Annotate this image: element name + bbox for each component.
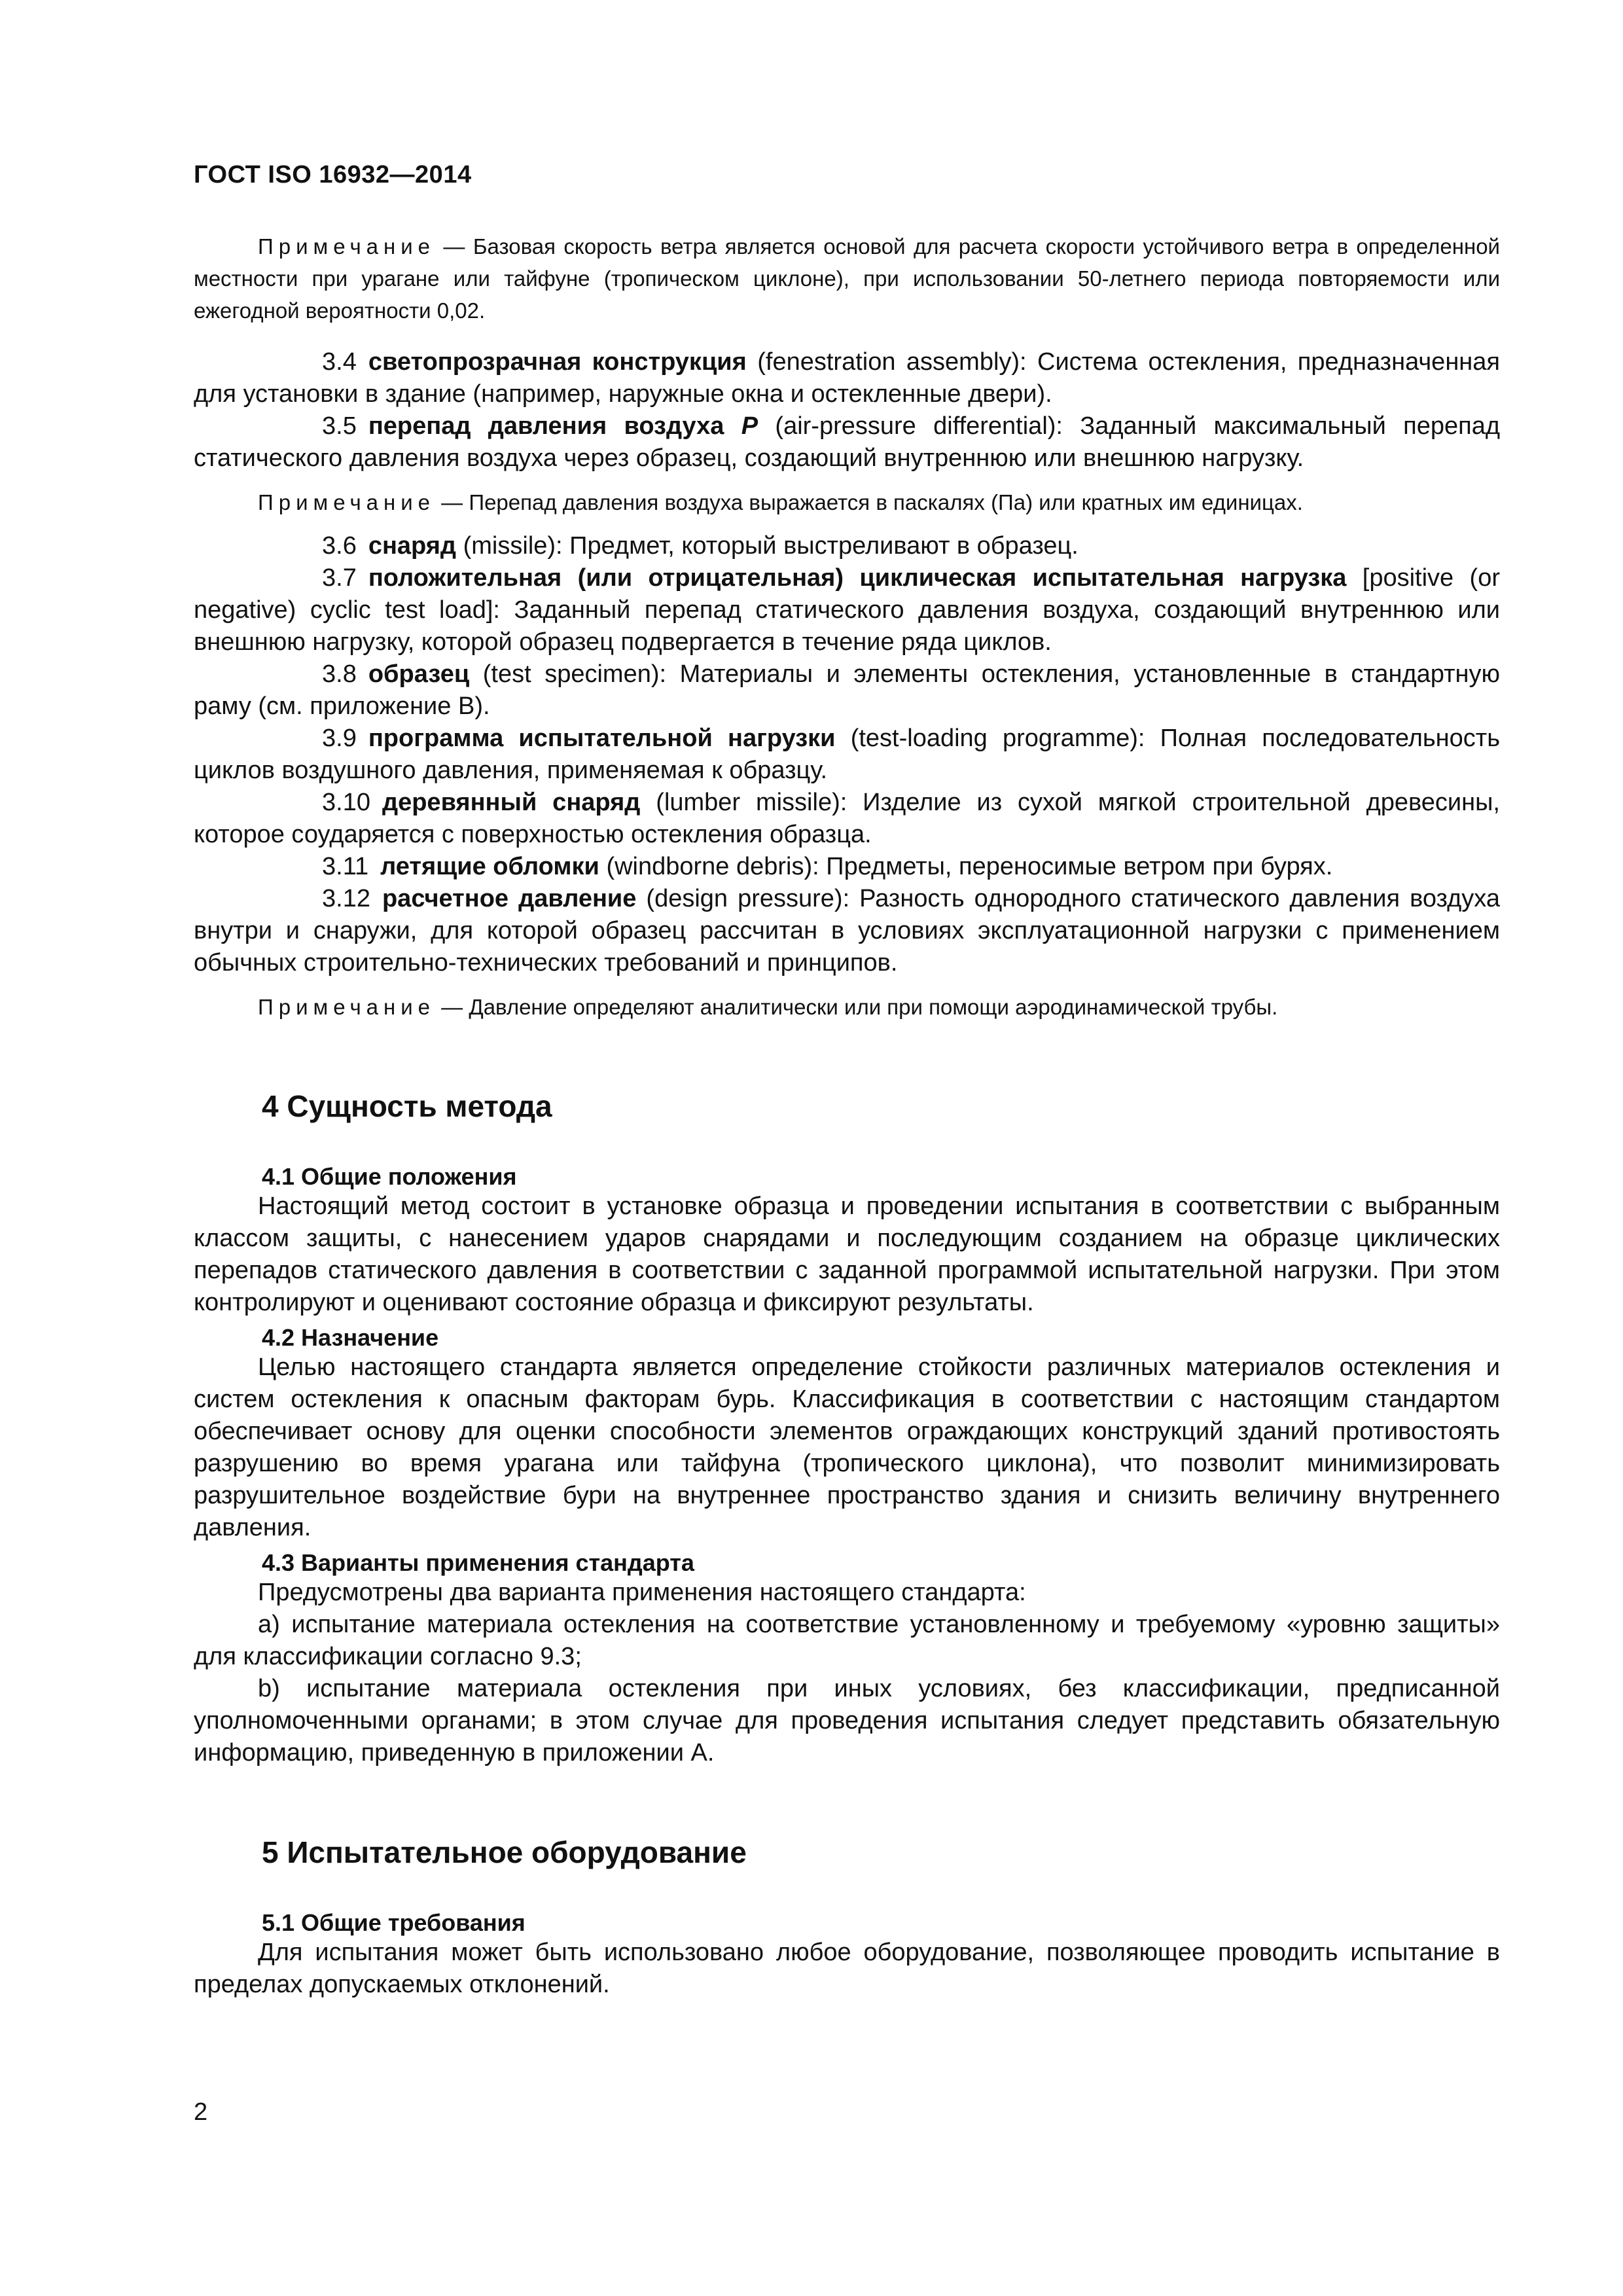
section-4-3-item-a: a) испытание материала остекления на соответствие установленному и требуемому «уровню защиты» для классификации согласно 9.3; xyxy=(194,1611,1500,1670)
term-3-7 xyxy=(194,562,1500,658)
term-number: 3.7 xyxy=(322,564,357,592)
note-label: Примечание xyxy=(258,490,436,514)
note-text: — Перепад давления воздуха выражается в паскалях (Па) или кратных им единицах. xyxy=(435,490,1303,514)
term-number: 3.9 xyxy=(322,725,357,752)
section-4-1-text: Настоящий метод состоит в установке образца и проведении испытания в соответствии с выбранным классом защиты, с нанесением ударов снарядами и последующим созданием на образце циклических перепадов статического давления в соответствии с заданной программой испытательной нагрузки. При этом контролируют и оценивают состояние образца и фиксируют результаты. xyxy=(194,1193,1500,1316)
section-4-3-intro: Предусмотрены два варианта применения настоящего стандарта: xyxy=(258,1579,1026,1606)
term-symbol: P xyxy=(741,412,758,440)
body xyxy=(194,230,1500,2001)
term-3-10 xyxy=(194,787,1500,851)
term-number: 3.10 xyxy=(322,789,370,816)
note-label: Примечание xyxy=(258,995,436,1019)
term-number: 3.5 xyxy=(322,412,357,440)
term-3-4 xyxy=(194,346,1500,410)
term-name: снаряд xyxy=(368,532,457,560)
section-5-1-text: Для испытания может быть использовано любое оборудование, позволяющее проводить испытание в пределах допускаемых отклонений. xyxy=(194,1939,1500,1998)
term-number: 3.8 xyxy=(322,660,357,688)
term-number: 3.4 xyxy=(322,348,357,376)
section-4-title: 4 Сущность метода xyxy=(262,1089,552,1123)
section-4-2-title: 4.2 Назначение xyxy=(262,1324,439,1351)
note-2 xyxy=(194,486,1500,518)
term-definition: [positive (or negative) cyclic test load]: Заданный перепад статического давления воздуха, создающий внутреннюю или внешнюю нагрузку, которой образец подвергается в течение ряда циклов. xyxy=(194,564,1500,656)
term-definition: (test-loading programme): Полная последовательность циклов воздушного давления, применяемая к образцу. xyxy=(194,725,1500,784)
term-definition: (fenestration assembly): Система остекления, предназначенная для установки в здание (например, наружные окна и остекленные двери). xyxy=(194,348,1501,408)
section-4-1-title: 4.1 Общие положения xyxy=(262,1163,517,1190)
page-number: 2 xyxy=(194,2098,208,2126)
term-name: программа испытательной нагрузки xyxy=(368,725,836,752)
section-4-3-item-b: b) испытание материала остекления при иных условиях, без классификации, предписанной уполномоченными органами; в этом случае для проведения испытания следует представить обязательную информацию, приведенную в приложении А. xyxy=(194,1675,1500,1767)
term-3-11 xyxy=(194,851,1500,883)
term-number: 3.12 xyxy=(322,885,370,912)
term-definition: (missile): Предмет, который выстреливают в образец. xyxy=(456,532,1079,560)
term-name: деревянный снаряд xyxy=(382,789,641,816)
term-definition: (design pressure): Разность однородного статического давления воздуха внутри и снаружи, для которой образец рассчитан в условиях эксплуатационной нагрузки с применением обычных строительно-технических требований и принципов. xyxy=(194,885,1501,977)
term-name: летящие обломки xyxy=(380,853,599,880)
term-3-9 xyxy=(194,723,1500,787)
note-label: Примечание xyxy=(258,234,436,259)
term-number: 3.6 xyxy=(322,532,357,560)
term-name: положительная (или отрицательная) циклическая испытательная нагрузка xyxy=(368,564,1347,592)
note-3 xyxy=(194,991,1500,1023)
term-number: 3.11 xyxy=(322,853,369,880)
term-3-5 xyxy=(194,410,1500,475)
page-header: ГОСТ ISO 16932—2014 xyxy=(194,161,472,188)
note-text: — Давление определяют аналитически или при помощи аэродинамической трубы. xyxy=(435,995,1278,1019)
section-5-1-title: 5.1 Общие требования xyxy=(262,1909,526,1936)
term-3-8 xyxy=(194,658,1500,723)
term-definition: (lumber missile): Изделие из сухой мягкой строительной древесины, которое соударяется с поверхностью остекления образца. xyxy=(194,789,1500,848)
term-3-12 xyxy=(194,883,1500,979)
term-name: светопрозрачная конструкция xyxy=(368,348,747,376)
section-4-3-title: 4.3 Варианты применения стандарта xyxy=(262,1549,694,1576)
note-1 xyxy=(194,230,1500,327)
term-name: расчетное давление xyxy=(382,885,637,912)
term-definition: (test specimen): Материалы и элементы остекления, установленные в стандартную раму (см. приложение В). xyxy=(194,660,1500,720)
term-definition: (windborne debris): Предметы, переносимые ветром при бурях. xyxy=(599,853,1333,880)
note-text: — Базовая скорость ветра является основой для расчета скорости устойчивого ветра в определенной местности при урагане или тайфуне (тропическом циклоне), при использовании 50-летнего периода повторяемости или ежегодной вероятности 0,02. xyxy=(194,234,1500,323)
term-name: образец xyxy=(368,660,470,688)
section-5-title: 5 Испытательное оборудование xyxy=(262,1835,747,1869)
term-name: перепад давления воздуха xyxy=(368,412,724,440)
section-4-2-text: Целью настоящего стандарта является определение стойкости различных материалов остекления и систем остекления к опасным факторам бурь. Классификация в соответствии с настоящим стандартом обеспечивает основу для оценки способности элементов ограждающих конструкций зданий противостоять разрушению во время урагана или тайфуна (тропического циклона), что позволит минимизировать разрушительное воздействие бури на внутреннее пространство здания и снизить величину внутреннего давления. xyxy=(194,1354,1500,1541)
term-definition: (air-pressure differential): Заданный максимальный перепад статического давления воздуха через образец, создающий внутреннюю или внешнюю нагрузку. xyxy=(194,412,1500,472)
term-3-6 xyxy=(194,530,1500,562)
